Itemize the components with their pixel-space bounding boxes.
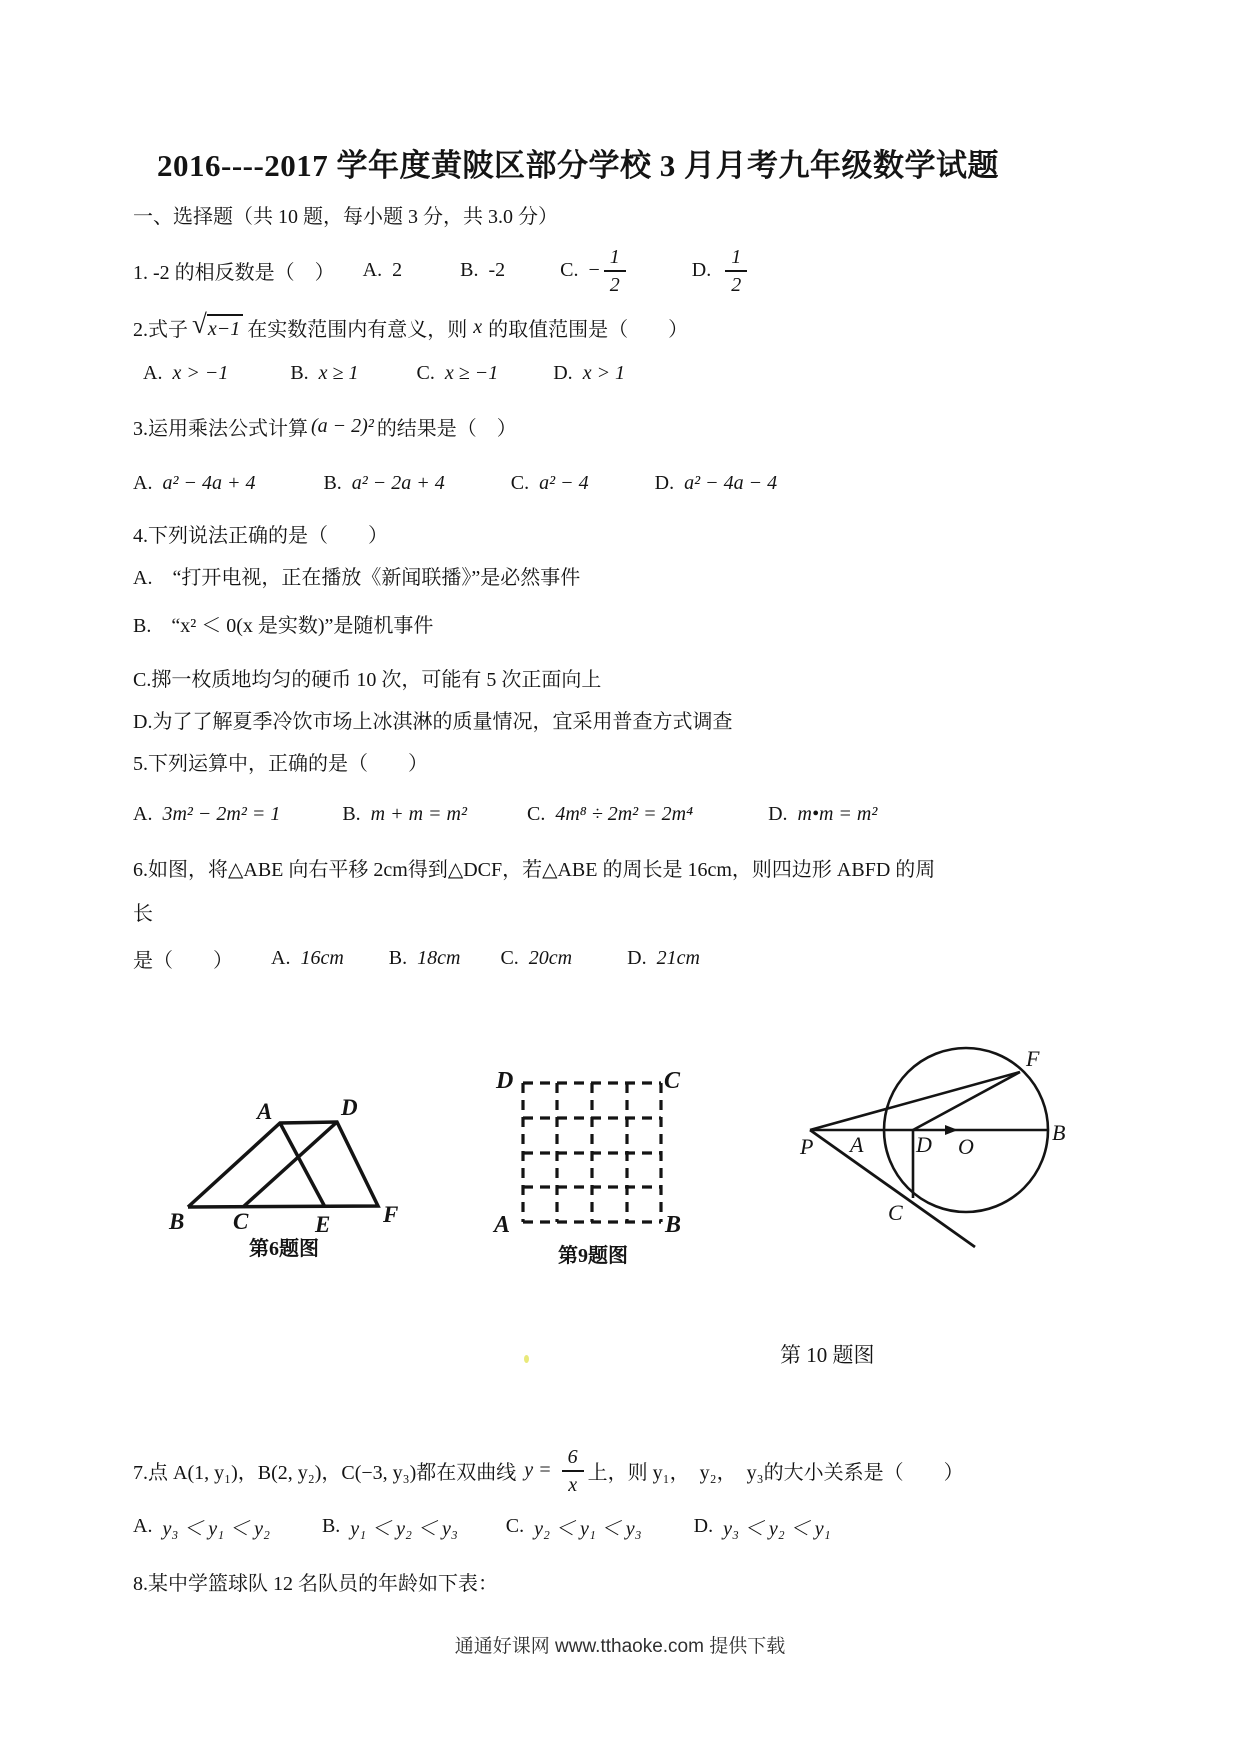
q3-option-a: A. a² − 4a + 4 bbox=[133, 472, 256, 494]
fig9-label-D: D bbox=[496, 1068, 514, 1094]
q1-option-c: C. − $\frac{1}{2}$ bbox=[560, 246, 630, 295]
q3-option-b: B. a² − 2a + 4 bbox=[323, 472, 445, 494]
fig6-label-D: D bbox=[341, 1095, 358, 1120]
square-root: √ x−1 bbox=[192, 314, 243, 341]
fig10-label-B: B bbox=[1052, 1120, 1066, 1145]
q5-option-c: C. 4m⁸ ÷ 2m² = 2m⁴ bbox=[527, 803, 694, 825]
fig9-caption: 第9题图 bbox=[558, 1245, 628, 1267]
q4-option-b: B. “x² ＜ 0(x 是实数)”是随机事件 bbox=[133, 615, 434, 637]
fig6-label-B: B bbox=[169, 1209, 185, 1234]
question-5-options bbox=[133, 803, 877, 826]
q6-option-c: C. 20cm bbox=[500, 947, 573, 969]
q5-option-d: D. m•m = m² bbox=[768, 803, 878, 825]
q5-option-b: B. m + m = m² bbox=[342, 803, 467, 825]
fig6-label-E: E bbox=[315, 1212, 331, 1237]
q2-option-b: B. x ≥ 1 bbox=[290, 362, 359, 384]
fig6-label-F: F bbox=[383, 1202, 399, 1227]
q2-option-d: D. x > 1 bbox=[553, 362, 626, 384]
fig10-label-F: F bbox=[1026, 1046, 1040, 1071]
fig10-label-A: A bbox=[850, 1132, 864, 1157]
q6-option-d: D. 21cm bbox=[627, 947, 700, 969]
q7-option-d: D. y₃ ＜ y₂ ＜ y₁ bbox=[693, 1515, 831, 1540]
q7-option-b: B. y₁ ＜ y₂ ＜ y₃ bbox=[321, 1515, 458, 1540]
question-3-stem: 3.运用乘法公式计算 (a − 2)² 的结果是（ ） bbox=[133, 415, 517, 440]
q3-option-d: D. a² − 4a − 4 bbox=[654, 472, 778, 494]
q5-option-a: A. 3m² − 2m² = 1 bbox=[133, 803, 281, 825]
question-2-options bbox=[143, 362, 625, 385]
q4-option-a: A. “打开电视，正在播放《新闻联播》”是必然事件 bbox=[133, 567, 581, 589]
q1-option-d: D. $\frac{1}{2}$ bbox=[692, 246, 751, 295]
arrow-marker bbox=[945, 1125, 958, 1135]
q1-stem: 1. -2 的相反数是（ ） bbox=[133, 261, 335, 284]
q2-option-a: A. x > −1 bbox=[143, 362, 229, 384]
fig6-label-A: A bbox=[257, 1099, 273, 1124]
fig10-label-D: D bbox=[916, 1132, 932, 1157]
question-1 bbox=[133, 238, 751, 302]
fig9-label-B: B bbox=[665, 1212, 682, 1238]
fraction: $\frac{1}{2}$ bbox=[725, 246, 747, 295]
fig9-label-C: C bbox=[664, 1068, 681, 1094]
question-6-line1: 6.如图，将△ABE 向右平移 2cm得到△DCF，若△ABE 的周长是 16cm，则四边形 ABFD 的周 bbox=[133, 859, 936, 881]
q3-option-c: C. a² − 4 bbox=[510, 472, 589, 494]
q6-option-b: B. 18cm bbox=[388, 947, 461, 969]
question-6-options: 是（ ） A. 16cm B. 18cm C. 20cm D. 21cm bbox=[133, 947, 700, 972]
fig10-label-C: C bbox=[888, 1200, 903, 1225]
question-7-stem: 7.点 A(1, y₁)，B(2, y₂)，C(−3, y₃)都在双曲线 y = $\frac{6}{x}$ 上，则 y₁， y₂， y₃的大小关系是（ ） bbox=[133, 1445, 964, 1496]
fig9-label-A: A bbox=[494, 1212, 511, 1238]
section-header: 一、选择题（共 10 题，每小题 3 分，共 3.0 分） bbox=[133, 206, 558, 228]
fraction: $\frac{1}{2}$ bbox=[604, 246, 626, 295]
page-title: 2016----2017 学年度黄陂区部分学校 3 月月考九年级数学试题 bbox=[157, 148, 1000, 183]
question-7-options bbox=[133, 1512, 831, 1541]
q1-option-a: A. 2 bbox=[362, 258, 403, 281]
q7-option-c: C. y₂ ＜ y₁ ＜ y₃ bbox=[505, 1515, 642, 1540]
question-5-stem: 5.下列运算中，正确的是（ ） bbox=[133, 753, 428, 775]
q4-option-c: C.掷一枚质地均匀的硬币 10 次，可能有 5 次正面向上 bbox=[133, 669, 602, 691]
fig10-label-P: P bbox=[800, 1134, 814, 1159]
fig6-label-C: C bbox=[233, 1209, 249, 1234]
q1-option-b: B. -2 bbox=[460, 258, 506, 281]
fig10-label-O: O bbox=[958, 1134, 974, 1159]
q6-option-a: A. 16cm bbox=[271, 947, 344, 969]
q2-option-c: C. x ≥ −1 bbox=[416, 362, 499, 384]
fig6-caption: 第6题图 bbox=[249, 1238, 319, 1260]
question-2-stem: 2.式子 √ x−1 在实数范围内有意义，则 x 的取值范围是（ ） bbox=[133, 309, 689, 341]
q7-option-a: A. y₃ ＜ y₁ ＜ y₂ bbox=[133, 1515, 270, 1540]
figure-question6 bbox=[145, 1093, 445, 1263]
figure-question10 bbox=[790, 1040, 1120, 1275]
question-6-line2: 长 bbox=[133, 903, 153, 925]
footer-watermark: 通通好课网 www.tthaoke.com 提供下载 bbox=[454, 1636, 786, 1657]
figure-question9 bbox=[440, 1058, 700, 1273]
question-3-options bbox=[133, 472, 777, 495]
question-4-stem: 4.下列说法正确的是（ ） bbox=[133, 525, 388, 547]
fig10-caption: 第 10 题图 bbox=[780, 1343, 875, 1367]
question-8-stem: 8.某中学篮球队 12 名队员的年龄如下表： bbox=[133, 1573, 498, 1595]
q4-option-d: D.为了了解夏季冷饮市场上冰淇淋的质量情况，宜采用普查方式调查 bbox=[133, 711, 733, 733]
fraction: $\frac{6}{x}$ bbox=[562, 1446, 584, 1495]
scan-speck bbox=[524, 1355, 529, 1363]
